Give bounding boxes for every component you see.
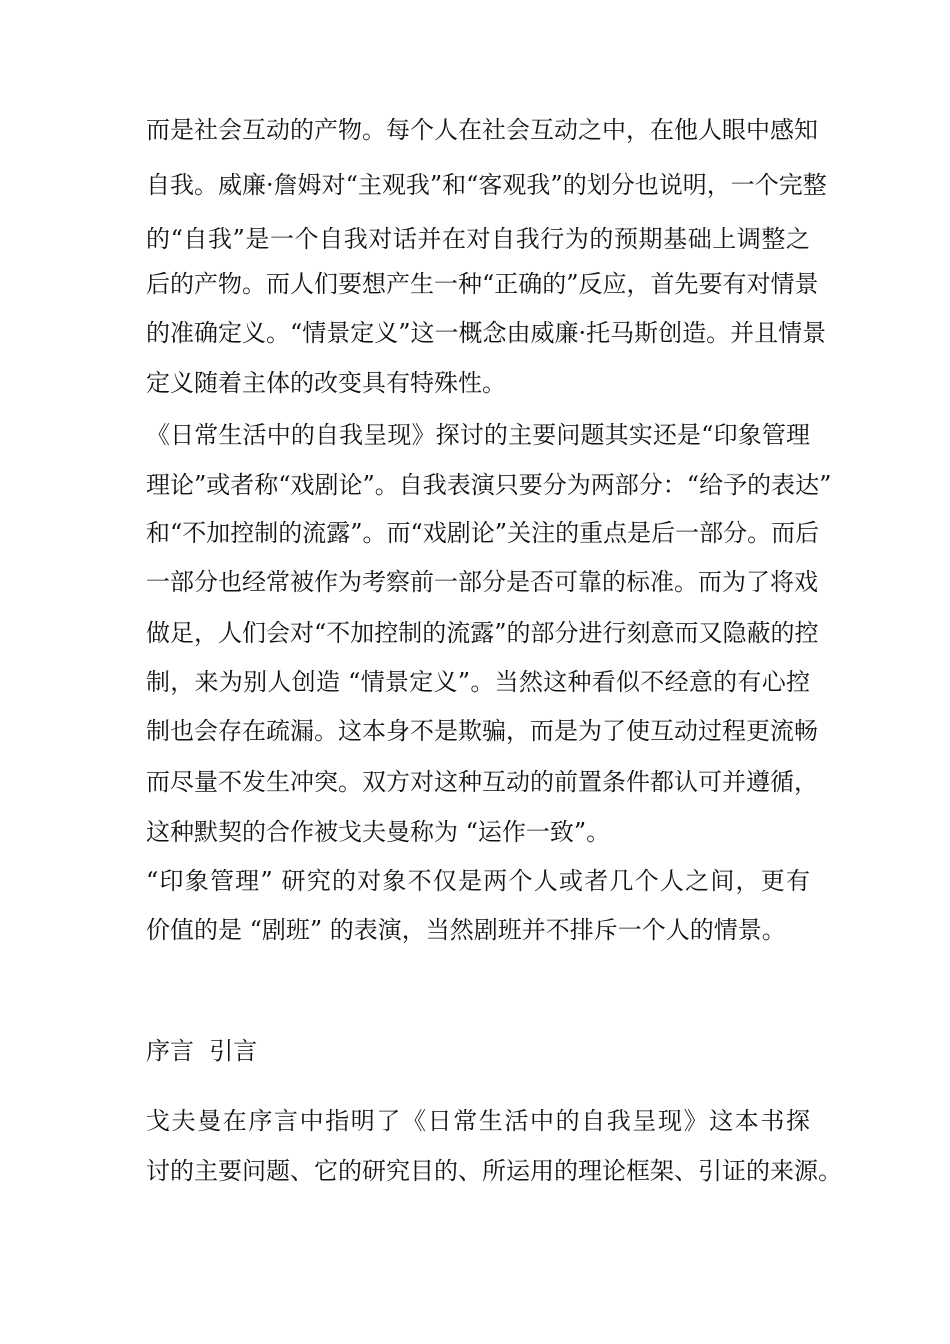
section-heading: 序言 引言 <box>146 1037 258 1065</box>
paragraph-1-line-2: 自我。威廉·詹姆对“主观我”和“客观我”的划分也说明，一个完整 <box>146 171 827 199</box>
paragraph-1-line-1: 而是社会互动的产物。每个人在社会互动之中，在他人眼中感知 <box>146 116 818 144</box>
paragraph-2-line-5: 做足，人们会对“不加控制的流露”的部分进行刻意而又隐蔽的控 <box>146 619 819 647</box>
paragraph-1-line-3: 的“自我”是一个自我对话并在对自我行为的预期基础上调整之 <box>146 225 810 253</box>
section-paragraph-line-2: 讨的主要问题、它的研究目的、所运用的理论框架、引证的来源。 <box>146 1157 842 1185</box>
paragraph-3-line-2: 价值的是 “剧班” 的表演，当然剧班并不排斥一个人的情景。 <box>146 916 786 944</box>
paragraph-2-line-1: 《日常生活中的自我呈现》探讨的主要问题其实还是“印象管理 <box>146 421 810 449</box>
paragraph-2-line-7: 制也会存在疏漏。这本身不是欺骗，而是为了使互动过程更流畅 <box>146 717 818 745</box>
paragraph-1-line-4: 后的产物。而人们要想产生一种“正确的”反应，首先要有对情景 <box>146 270 819 298</box>
paragraph-2-line-8: 而尽量不发生冲突。双方对这种互动的前置条件都认可并遵循， <box>146 768 818 796</box>
paragraph-1-line-5: 的准确定义。“情景定义”这一概念由威廉·托马斯创造。并且情景 <box>146 319 827 347</box>
paragraph-2-line-2: 理论”或者称“戏剧论”。自我表演只要分为两部分：“给予的表达” <box>146 471 832 499</box>
paragraph-3-line-1: “印象管理” 研究的对象不仅是两个人或者几个人之间，更有 <box>146 867 810 895</box>
paragraph-2-line-4: 一部分也经常被作为考察前一部分是否可靠的标准。而为了将戏 <box>146 568 818 596</box>
paragraph-1-line-6: 定义随着主体的改变具有特殊性。 <box>146 369 506 397</box>
paragraph-2-line-9: 这种默契的合作被戈夫曼称为 “运作一致”。 <box>146 818 611 846</box>
paragraph-2-line-6: 制，来为别人创造 “情景定义”。当然这种看似不经意的有心控 <box>146 668 810 696</box>
paragraph-2-line-3: 和“不加控制的流露”。而“戏剧论”关注的重点是后一部分。而后 <box>146 519 820 547</box>
section-paragraph-line-1: 戈夫曼在序言中指明了《日常生活中的自我呈现》这本书探 <box>146 1107 810 1135</box>
